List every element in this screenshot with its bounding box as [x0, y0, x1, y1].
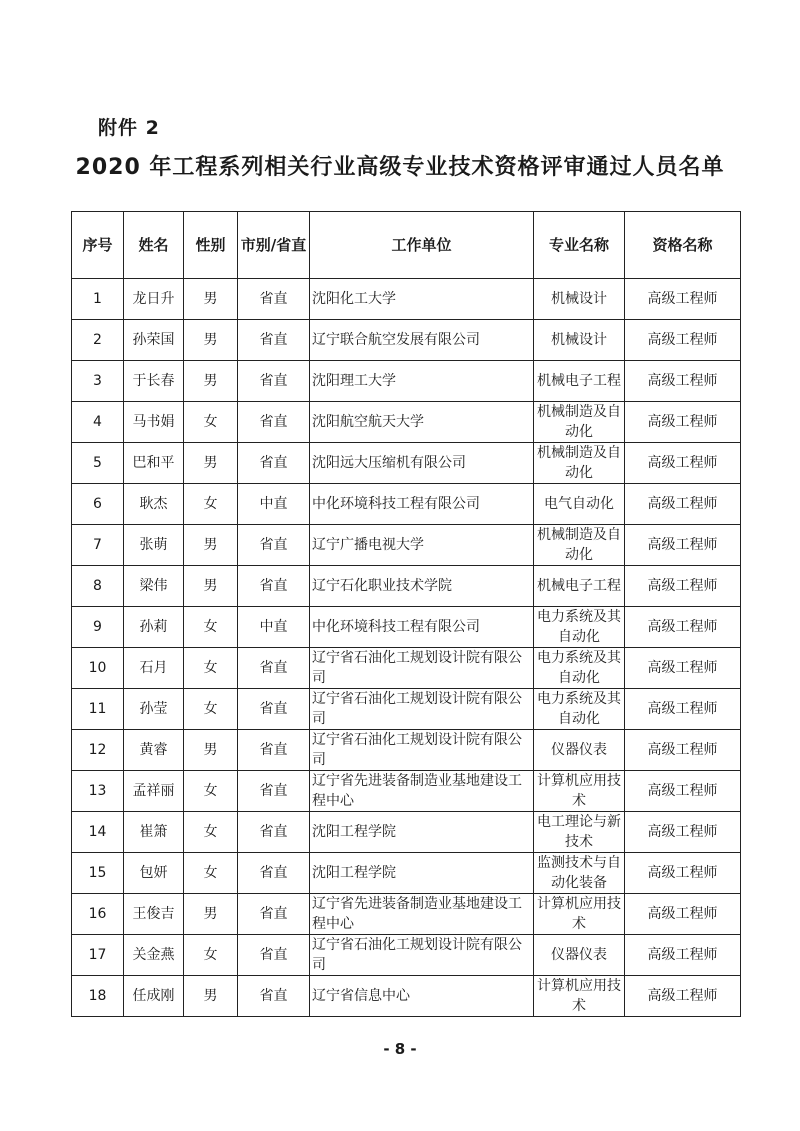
- cell-qualification: 高级工程师: [625, 894, 741, 935]
- cell-qualification: 高级工程师: [625, 525, 741, 566]
- cell-name: 石月: [124, 648, 184, 689]
- cell-qualification: 高级工程师: [625, 730, 741, 771]
- cell-seq: 14: [72, 812, 124, 853]
- cell-major: 机械设计: [534, 320, 625, 361]
- cell-seq: 10: [72, 648, 124, 689]
- cell-gender: 男: [184, 976, 238, 1017]
- cell-major: 计算机应用技术: [534, 771, 625, 812]
- cell-gender: 男: [184, 525, 238, 566]
- cell-unit: 辽宁广播电视大学: [310, 525, 534, 566]
- cell-major: 电工理论与新技术: [534, 812, 625, 853]
- cell-unit: 沈阳工程学院: [310, 853, 534, 894]
- header-name: 姓名: [124, 212, 184, 279]
- table-row: [72, 320, 741, 361]
- cell-seq: 1: [72, 279, 124, 320]
- cell-unit: 辽宁省先进装备制造业基地建设工程中心: [310, 894, 534, 935]
- cell-level: 省直: [238, 853, 310, 894]
- cell-qualification: 高级工程师: [625, 566, 741, 607]
- cell-qualification: 高级工程师: [625, 648, 741, 689]
- header-major: 专业名称: [534, 212, 625, 279]
- cell-major: 机械电子工程: [534, 566, 625, 607]
- cell-gender: 女: [184, 935, 238, 976]
- cell-seq: 7: [72, 525, 124, 566]
- header-level: 市别/省直: [238, 212, 310, 279]
- cell-gender: 男: [184, 566, 238, 607]
- cell-unit: 辽宁石化职业技术学院: [310, 566, 534, 607]
- cell-major: 电气自动化: [534, 484, 625, 525]
- cell-unit: 中化环境科技工程有限公司: [310, 607, 534, 648]
- cell-level: 省直: [238, 361, 310, 402]
- cell-name: 梁伟: [124, 566, 184, 607]
- table-row: [72, 279, 741, 320]
- cell-seq: 4: [72, 402, 124, 443]
- table-row: [72, 484, 741, 525]
- table-row: [72, 607, 741, 648]
- cell-unit: 辽宁省石油化工规划设计院有限公司: [310, 935, 534, 976]
- cell-level: 省直: [238, 279, 310, 320]
- cell-qualification: 高级工程师: [625, 771, 741, 812]
- cell-name: 马书娟: [124, 402, 184, 443]
- cell-name: 于长春: [124, 361, 184, 402]
- table-row: [72, 976, 741, 1017]
- roster-body: [72, 279, 741, 1017]
- table-row: [72, 812, 741, 853]
- table-row: [72, 525, 741, 566]
- cell-level: 中直: [238, 607, 310, 648]
- cell-name: 孟祥丽: [124, 771, 184, 812]
- cell-seq: 17: [72, 935, 124, 976]
- cell-level: 省直: [238, 730, 310, 771]
- cell-unit: 沈阳航空航天大学: [310, 402, 534, 443]
- cell-major: 计算机应用技术: [534, 894, 625, 935]
- cell-major: 机械设计: [534, 279, 625, 320]
- cell-major: 仪器仪表: [534, 730, 625, 771]
- cell-seq: 13: [72, 771, 124, 812]
- cell-level: 省直: [238, 566, 310, 607]
- cell-major: 机械制造及自动化: [534, 525, 625, 566]
- cell-unit: 沈阳远大压缩机有限公司: [310, 443, 534, 484]
- cell-major: 机械制造及自动化: [534, 402, 625, 443]
- cell-gender: 女: [184, 607, 238, 648]
- header-unit: 工作单位: [310, 212, 534, 279]
- cell-level: 省直: [238, 976, 310, 1017]
- cell-major: 机械制造及自动化: [534, 443, 625, 484]
- page-title: 2020 年工程系列相关行业高级专业技术资格评审通过人员名单: [75, 155, 725, 180]
- cell-gender: 女: [184, 812, 238, 853]
- cell-unit: 辽宁省先进装备制造业基地建设工程中心: [310, 771, 534, 812]
- table-row: [72, 566, 741, 607]
- cell-seq: 12: [72, 730, 124, 771]
- cell-major: 仪器仪表: [534, 935, 625, 976]
- cell-name: 龙日升: [124, 279, 184, 320]
- cell-qualification: 高级工程师: [625, 320, 741, 361]
- cell-gender: 男: [184, 894, 238, 935]
- cell-seq: 6: [72, 484, 124, 525]
- cell-major: 电力系统及其自动化: [534, 648, 625, 689]
- cell-qualification: 高级工程师: [625, 976, 741, 1017]
- cell-unit: 辽宁省石油化工规划设计院有限公司: [310, 648, 534, 689]
- cell-name: 黄睿: [124, 730, 184, 771]
- cell-gender: 男: [184, 279, 238, 320]
- cell-gender: 女: [184, 648, 238, 689]
- roster-table: [71, 211, 741, 1017]
- cell-major: 电力系统及其自动化: [534, 607, 625, 648]
- cell-qualification: 高级工程师: [625, 402, 741, 443]
- cell-name: 张萌: [124, 525, 184, 566]
- cell-gender: 男: [184, 443, 238, 484]
- cell-gender: 女: [184, 689, 238, 730]
- cell-qualification: 高级工程师: [625, 484, 741, 525]
- cell-major: 电力系统及其自动化: [534, 689, 625, 730]
- cell-level: 省直: [238, 935, 310, 976]
- table-row: [72, 648, 741, 689]
- cell-name: 崔箫: [124, 812, 184, 853]
- cell-name: 巴和平: [124, 443, 184, 484]
- header-seq: 序号: [72, 212, 124, 279]
- cell-unit: 沈阳工程学院: [310, 812, 534, 853]
- cell-level: 省直: [238, 894, 310, 935]
- cell-seq: 9: [72, 607, 124, 648]
- cell-gender: 女: [184, 853, 238, 894]
- cell-gender: 女: [184, 484, 238, 525]
- cell-name: 关金燕: [124, 935, 184, 976]
- cell-seq: 3: [72, 361, 124, 402]
- table-row: [72, 730, 741, 771]
- table-row: [72, 935, 741, 976]
- cell-name: 任成刚: [124, 976, 184, 1017]
- table-row: [72, 402, 741, 443]
- cell-name: 包妍: [124, 853, 184, 894]
- cell-seq: 18: [72, 976, 124, 1017]
- cell-level: 省直: [238, 525, 310, 566]
- cell-unit: 辽宁省石油化工规划设计院有限公司: [310, 730, 534, 771]
- cell-gender: 男: [184, 730, 238, 771]
- cell-level: 省直: [238, 812, 310, 853]
- cell-unit: 沈阳理工大学: [310, 361, 534, 402]
- table-row: [72, 894, 741, 935]
- table-row: [72, 443, 741, 484]
- cell-level: 省直: [238, 320, 310, 361]
- cell-name: 孙莹: [124, 689, 184, 730]
- cell-gender: 女: [184, 402, 238, 443]
- cell-qualification: 高级工程师: [625, 935, 741, 976]
- cell-level: 省直: [238, 648, 310, 689]
- header-row: [72, 212, 741, 279]
- table-row: [72, 689, 741, 730]
- cell-level: 省直: [238, 771, 310, 812]
- cell-qualification: 高级工程师: [625, 853, 741, 894]
- cell-level: 省直: [238, 443, 310, 484]
- cell-seq: 11: [72, 689, 124, 730]
- cell-name: 孙荣国: [124, 320, 184, 361]
- cell-unit: 中化环境科技工程有限公司: [310, 484, 534, 525]
- cell-qualification: 高级工程师: [625, 361, 741, 402]
- cell-name: 孙莉: [124, 607, 184, 648]
- cell-unit: 辽宁省信息中心: [310, 976, 534, 1017]
- table-row: [72, 771, 741, 812]
- table-row: [72, 361, 741, 402]
- cell-name: 王俊吉: [124, 894, 184, 935]
- cell-qualification: 高级工程师: [625, 812, 741, 853]
- cell-qualification: 高级工程师: [625, 607, 741, 648]
- cell-unit: 辽宁联合航空发展有限公司: [310, 320, 534, 361]
- cell-major: 机械电子工程: [534, 361, 625, 402]
- cell-seq: 5: [72, 443, 124, 484]
- cell-name: 耿杰: [124, 484, 184, 525]
- cell-level: 省直: [238, 689, 310, 730]
- cell-qualification: 高级工程师: [625, 689, 741, 730]
- cell-gender: 女: [184, 771, 238, 812]
- cell-level: 省直: [238, 402, 310, 443]
- cell-major: 计算机应用技术: [534, 976, 625, 1017]
- page-number: - 8 -: [383, 1040, 417, 1058]
- cell-qualification: 高级工程师: [625, 279, 741, 320]
- cell-gender: 男: [184, 320, 238, 361]
- cell-gender: 男: [184, 361, 238, 402]
- header-qualification: 资格名称: [625, 212, 741, 279]
- cell-seq: 8: [72, 566, 124, 607]
- cell-unit: 辽宁省石油化工规划设计院有限公司: [310, 689, 534, 730]
- header-gender: 性别: [184, 212, 238, 279]
- attachment-label: 附件 2: [98, 117, 160, 139]
- cell-level: 中直: [238, 484, 310, 525]
- cell-seq: 16: [72, 894, 124, 935]
- cell-seq: 2: [72, 320, 124, 361]
- cell-unit: 沈阳化工大学: [310, 279, 534, 320]
- cell-qualification: 高级工程师: [625, 443, 741, 484]
- table-row: [72, 853, 741, 894]
- cell-seq: 15: [72, 853, 124, 894]
- cell-major: 监测技术与自动化装备: [534, 853, 625, 894]
